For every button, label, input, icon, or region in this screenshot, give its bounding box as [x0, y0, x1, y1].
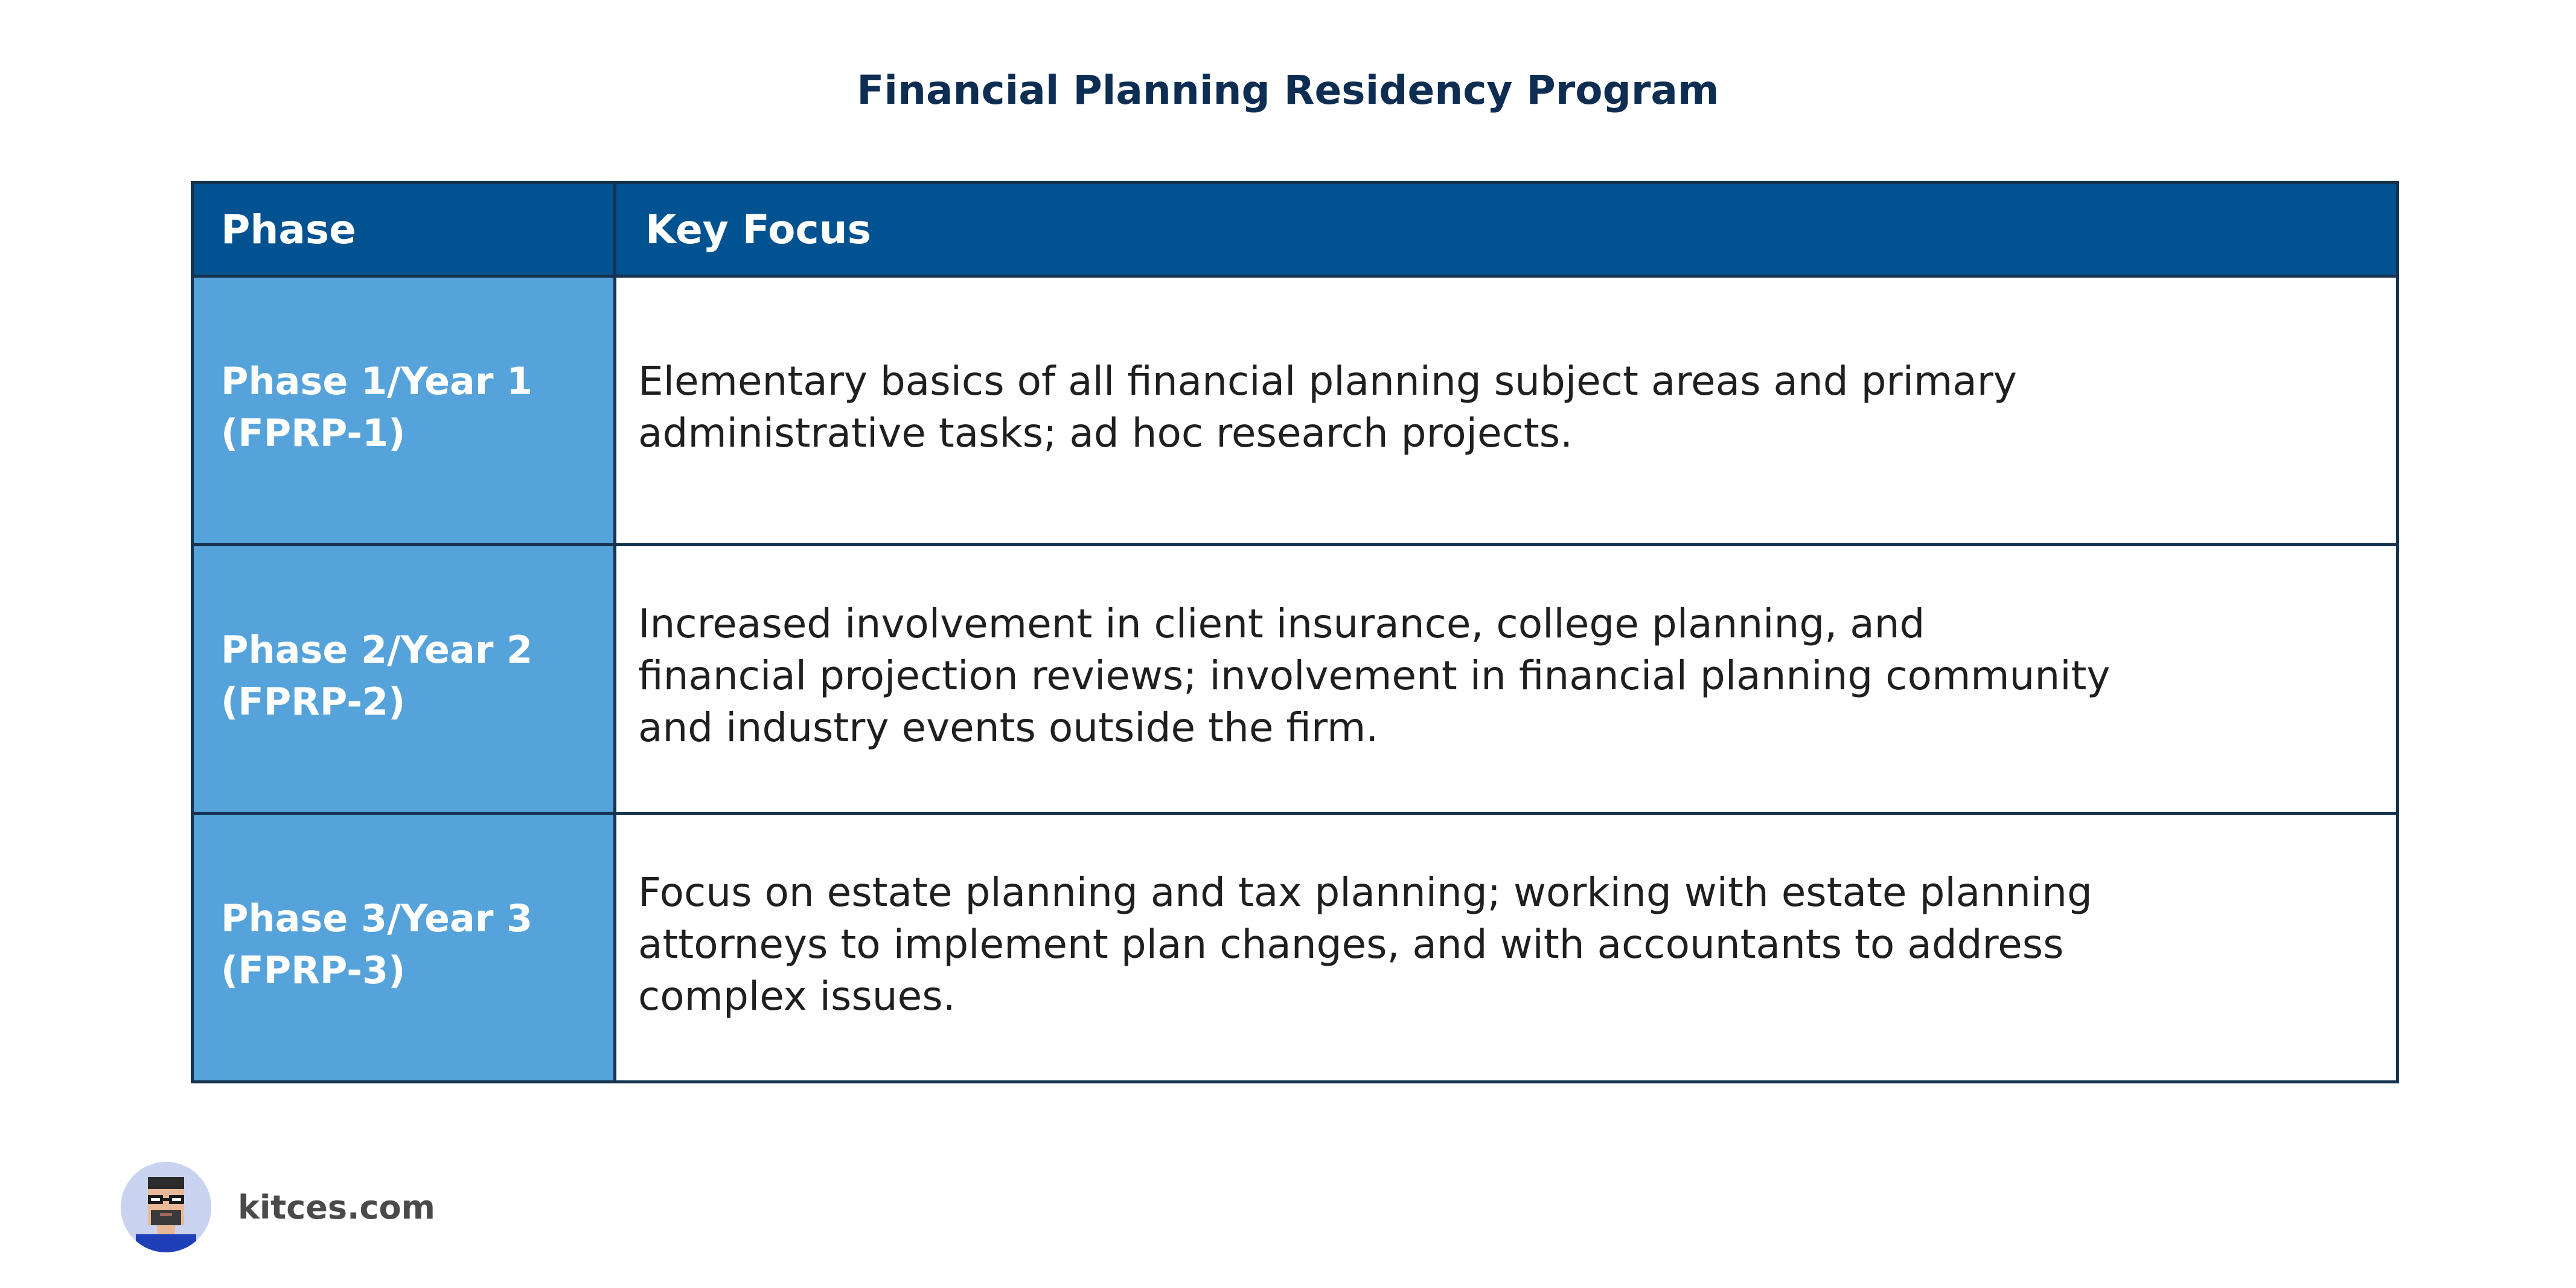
phase-cell — [194, 546, 616, 812]
focus-cell — [616, 278, 2396, 543]
phase-label: Phase 2/Year 2 — [221, 628, 533, 672]
site-name: kitces.com — [238, 1188, 435, 1226]
focus-cell — [616, 546, 2396, 812]
phase-label: Phase 3/Year 3 — [221, 896, 533, 940]
residency-table — [191, 181, 2399, 1083]
phase-cell — [194, 278, 616, 543]
header-phase: Phase — [194, 184, 616, 275]
focus-cell — [616, 815, 2396, 1080]
focus-text-line: administrative tasks; ad hoc research projects. — [638, 410, 1573, 456]
phase-cell — [194, 815, 616, 1080]
focus-text-line: financial projection reviews; involvement in financial planning community — [638, 652, 2111, 699]
focus-text-line: Elementary basics of all financial planning subject areas and primary — [638, 358, 2017, 404]
header-key-focus: Key Focus — [645, 206, 871, 253]
table-row — [194, 812, 2396, 1080]
table-header-row — [194, 184, 2396, 278]
focus-text-line: and industry events outside the firm. — [638, 704, 1379, 751]
page-title: Financial Planning Residency Program — [857, 67, 1719, 113]
pixel-avatar-icon — [121, 1162, 211, 1252]
table-row — [194, 543, 2396, 812]
focus-text-line: attorneys to implement plan changes, and with accountants to address — [638, 921, 2064, 968]
table-row — [194, 278, 2396, 543]
phase-code: (FPRP-1) — [221, 411, 406, 455]
footer — [121, 1162, 435, 1252]
focus-text-line: complex issues. — [638, 973, 956, 1019]
focus-text-line: Focus on estate planning and tax planning; working with estate planning — [638, 869, 2092, 916]
phase-code: (FPRP-3) — [221, 948, 406, 992]
focus-text-line: Increased involvement in client insurance, college planning, and — [638, 601, 1925, 647]
phase-code: (FPRP-2) — [221, 680, 406, 724]
phase-label: Phase 1/Year 1 — [221, 359, 533, 403]
